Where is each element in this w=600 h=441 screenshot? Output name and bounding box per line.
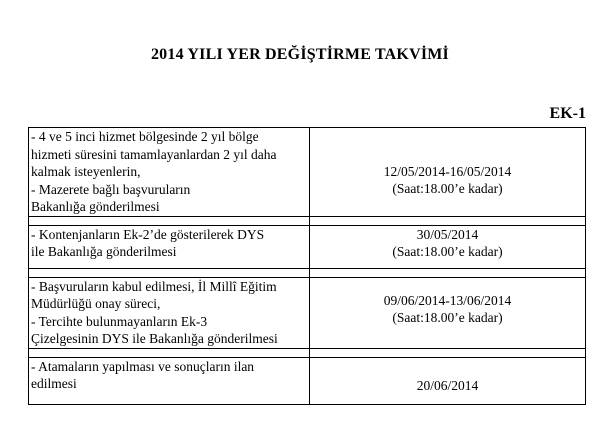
row-date-cell <box>310 225 586 268</box>
schedule-row <box>29 277 586 348</box>
schedule-table <box>28 127 586 405</box>
description-line: - Tercihte bulunmayanların Ek-3 <box>31 313 208 329</box>
description-line: - Mazerete bağlı başvuruların <box>31 181 191 197</box>
date-range: 20/06/2014 <box>416 377 479 393</box>
date-range: 12/05/2014-16/05/2014 <box>383 163 512 179</box>
description-line: - Başvuruların kabul edilmesi, İl Millî Eğitim <box>31 278 277 294</box>
description-line: - Atamaların yapılması ve sonuçların ilan <box>31 358 255 374</box>
row-date-cell <box>310 357 586 404</box>
description-line: Müdürlüğü onay süreci, <box>31 296 161 311</box>
row-date-cell <box>310 277 586 348</box>
schedule-row <box>29 225 586 268</box>
schedule-row <box>29 357 586 404</box>
description-line: - 4 ve 5 inci hizmet bölgesinde 2 yıl bölge <box>31 129 259 144</box>
description-line: ile Bakanlığa gönderilmesi <box>31 244 177 259</box>
row-description <box>29 357 310 404</box>
row-date-cell <box>310 128 586 217</box>
description-line: hizmeti süresini tamamlayanlardan 2 yıl daha <box>31 146 277 162</box>
schedule-row <box>29 128 586 217</box>
description-line: Çizelgesinin DYS ile Bakanlığa gönderilmesi <box>31 331 278 346</box>
description-line: kalmak isteyenlerin, <box>31 164 141 179</box>
page-title: 2014 YILI YER DEĞİŞTİRME TAKVİMİ <box>150 46 449 63</box>
row-description <box>29 225 310 268</box>
date-range: 09/06/2014-13/06/2014 <box>383 292 512 308</box>
row-description <box>29 277 310 348</box>
deadline-note: (Saat:18.00’e kadar) <box>392 310 503 325</box>
description-line: Bakanlığa gönderilmesi <box>31 199 160 214</box>
date-range: 30/05/2014 <box>416 226 479 242</box>
description-line: edilmesi <box>31 376 77 391</box>
description-line: - Kontenjanların Ek-2’de gösterilerek DYS <box>31 226 265 242</box>
row-description <box>29 128 310 217</box>
annex-label: EK-1 <box>549 105 586 122</box>
deadline-note: (Saat:18.00’e kadar) <box>392 244 503 259</box>
deadline-note: (Saat:18.00’e kadar) <box>392 181 503 196</box>
